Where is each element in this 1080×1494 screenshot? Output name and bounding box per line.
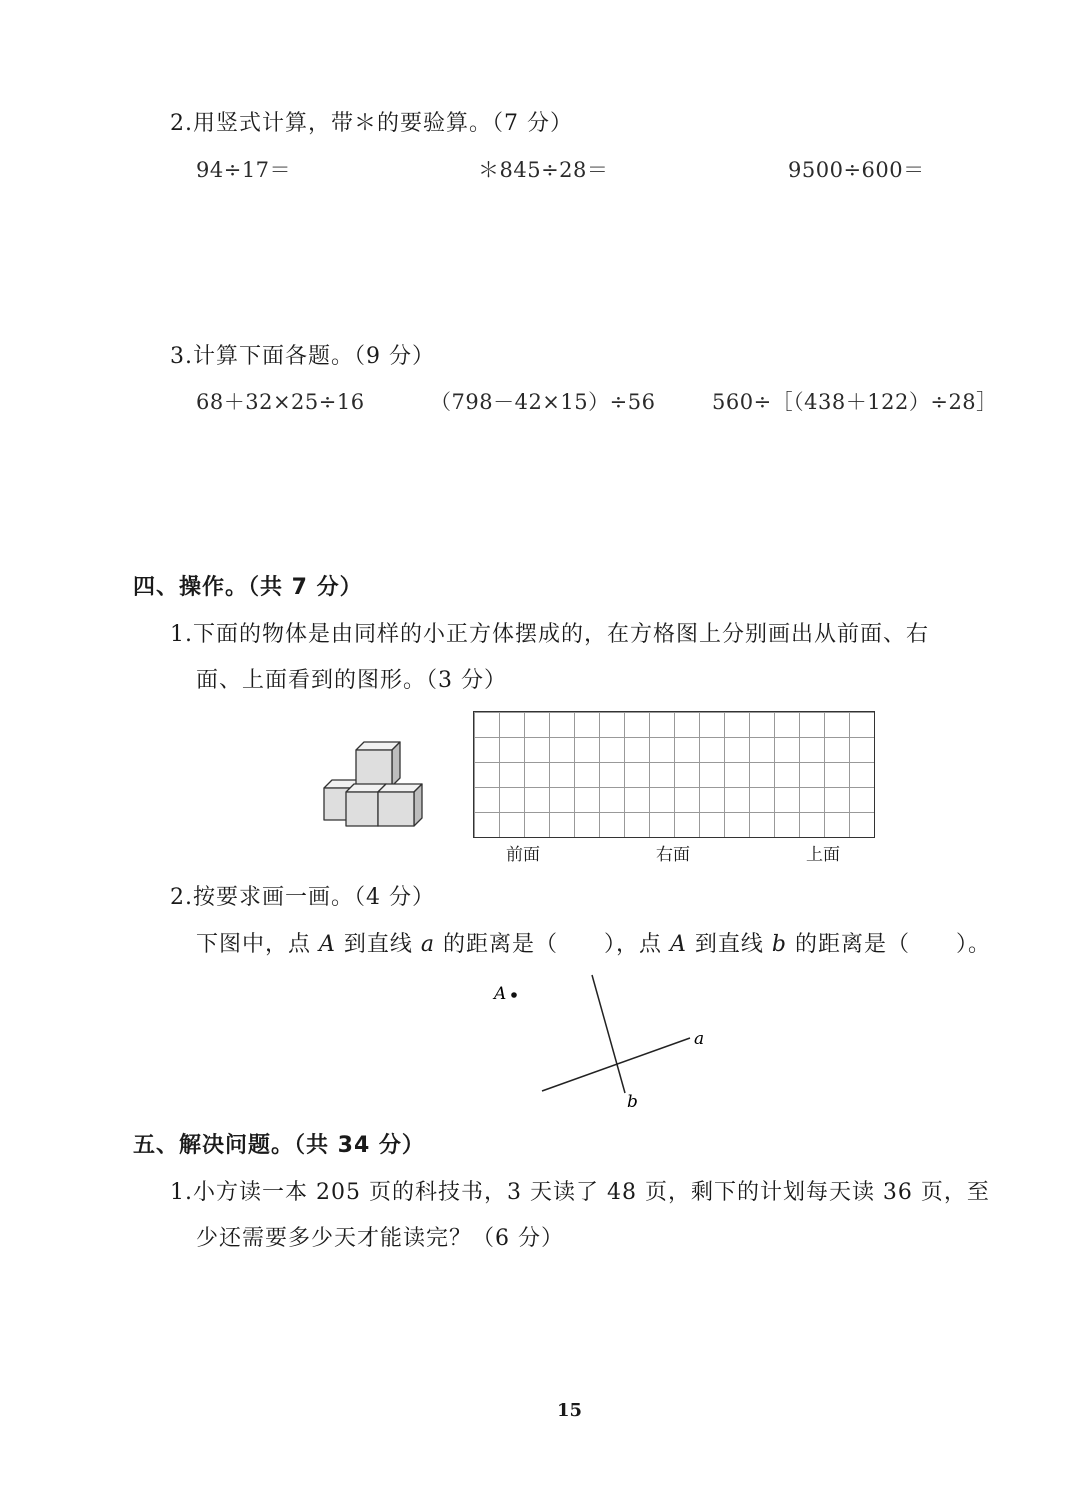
question-5-1-line1: 1.小方读一本 205 页的科技书，3 天读了 48 页，剩下的计划每天读 36 页，至 <box>170 1180 990 1205</box>
page-number: 15 <box>557 1400 583 1421</box>
cubes-figure <box>320 738 430 830</box>
lines-figure <box>480 965 730 1115</box>
section-5-heading: 五、解决问题。（共 34 分） <box>133 1133 425 1158</box>
expression-3: 9500÷600＝ <box>788 158 925 182</box>
question-4-2-title: 2.按要求画一画。（4 分） <box>170 885 435 910</box>
expression-2: ＊845÷28＝ <box>478 158 609 182</box>
point-a-label: A <box>494 984 507 1004</box>
question-5-1-line2: 少还需要多少天才能读完？（6 分） <box>196 1226 564 1251</box>
grid-label-front: 前面 <box>506 845 540 865</box>
section-4-heading: 四、操作。（共 7 分） <box>133 575 363 600</box>
expression-6: 560÷［（438＋122）÷28］ <box>712 390 998 414</box>
expression-5: （798－42×15）÷56 <box>430 390 656 414</box>
drawing-grid[interactable] <box>473 711 875 838</box>
line-b-label: b <box>627 1092 638 1112</box>
question-4-1-line1: 1.下面的物体是由同样的小正方体摆成的，在方格图上分别画出从前面、右 <box>170 622 929 647</box>
line-a <box>542 1038 690 1091</box>
grid-label-right: 右面 <box>656 845 690 865</box>
line-a-label: a <box>694 1029 705 1049</box>
grid-label-top: 上面 <box>806 845 840 865</box>
question-3-3-title: 3.计算下面各题。（9 分） <box>170 344 435 369</box>
question-3-2-title: 2.用竖式计算，带＊的要验算。（7 分） <box>170 111 573 136</box>
point-a-dot <box>511 992 517 998</box>
question-4-1-line2: 面、上面看到的图形。（3 分） <box>196 668 507 693</box>
expression-1: 94÷17＝ <box>196 158 292 182</box>
line-b <box>592 975 625 1093</box>
question-4-2-sentence: 下图中，点 A 到直线 a 的距离是（ ），点 A 到直线 b 的距离是（ ）。 <box>196 932 991 957</box>
expression-4: 68＋32×25÷16 <box>196 390 365 414</box>
